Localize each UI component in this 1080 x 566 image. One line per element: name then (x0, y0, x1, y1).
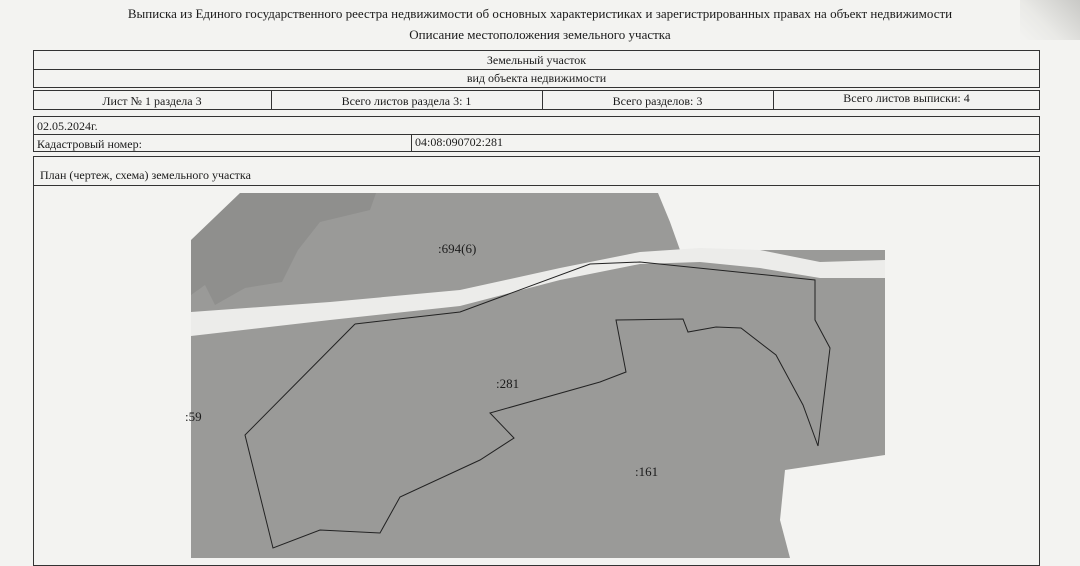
document-subtitle: Описание местоположения земельного участка (409, 27, 671, 42)
parcel-label-694: :694(6) (438, 241, 477, 256)
total-sections: Всего разделов: 3 (612, 94, 703, 108)
cadastral-label: Кадастровый номер: (37, 137, 142, 151)
plan-heading: План (чертеж, схема) земельного участка (40, 168, 251, 182)
map-white-area (658, 193, 885, 250)
parcel-label-161: :161 (635, 464, 659, 479)
total-sheets-section: Всего листов раздела 3: 1 (341, 94, 472, 108)
object-type: Земельный участок (486, 53, 587, 67)
record-date: 02.05.2024г. (37, 119, 98, 133)
sheet-number: Лист № 1 раздела 3 (102, 94, 202, 108)
cadastral-number: 04:08:090702:281 (415, 135, 504, 149)
parcel-label-59 (185, 409, 215, 425)
parcel-label-59-text: :59 (185, 409, 202, 424)
total-sheets-extract: Всего листов выписки: 4 (843, 91, 970, 105)
map-white-area (780, 455, 885, 558)
object-type-caption: вид объекта недвижимости (466, 71, 607, 85)
parcel-label-281: :281 (496, 376, 520, 391)
document-title: Выписка из Единого государственного реестра недвижимости об основных характеристиках и зарегистрированных правах на объект недвижимости (127, 6, 953, 21)
